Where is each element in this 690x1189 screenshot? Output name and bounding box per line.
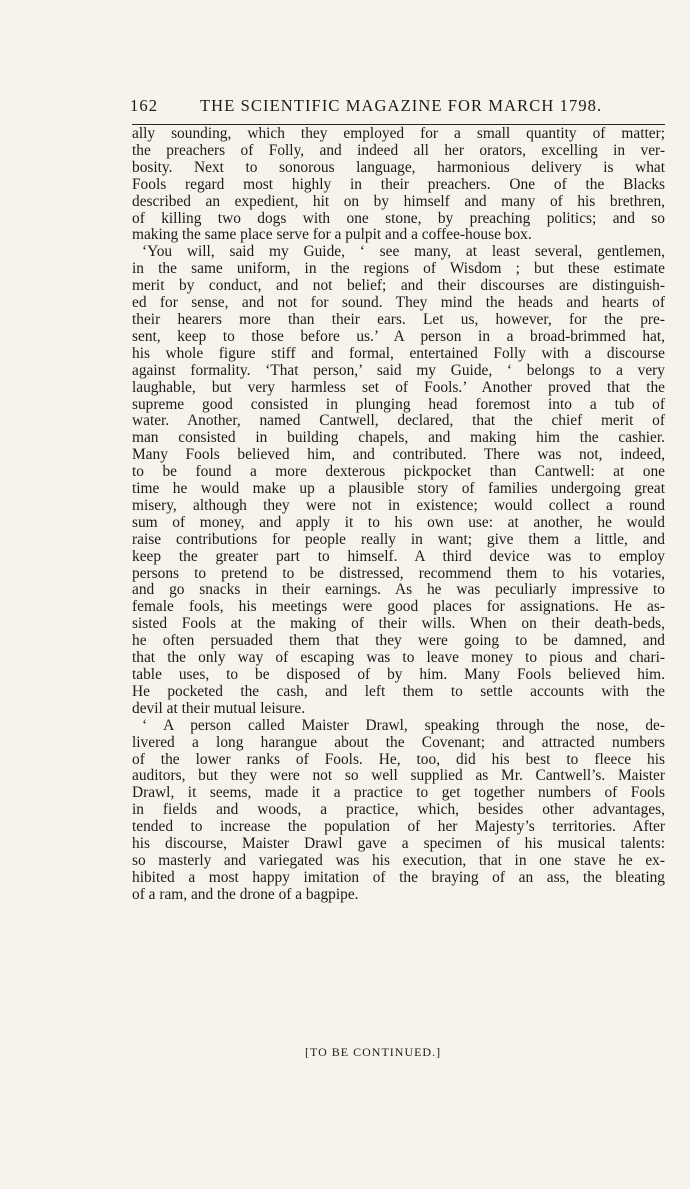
page-number: 162	[130, 96, 159, 115]
header-rule	[132, 124, 665, 125]
text-line: livered a long harangue about the Covenant; and attracted numbers	[132, 734, 665, 751]
text-line: sent, keep to those before us.’ A person in a broad-brimmed hat,	[132, 328, 665, 345]
text-line: the preachers of Folly, and indeed all her orators, excelling in ver-	[132, 142, 665, 159]
text-line: so masterly and variegated was his execution, that in one stave he ex-	[132, 852, 665, 869]
page-header	[130, 96, 665, 120]
text-line: bosity. Next to sonorous language, harmonious delivery is what	[132, 159, 665, 176]
text-line: keep the greater part to himself. A third device was to employ	[132, 548, 665, 565]
text-line: merit by conduct, and not belief; and their discourses are distinguish-	[132, 278, 665, 295]
continued-note: [TO BE CONTINUED.]	[305, 1045, 442, 1059]
text-line: that the only way of escaping was to leave money to pious and chari-	[132, 650, 665, 667]
text-line: He pocketed the cash, and left them to settle accounts with the	[132, 683, 665, 700]
text-line: his whole figure stiff and formal, entertained Folly with a discourse	[132, 345, 665, 362]
text-line: raise contributions for people really in want; give them a little, and	[132, 531, 665, 548]
text-line: hibited a most happy imitation of the braying of an ass, the bleating	[132, 869, 665, 886]
text-line: time he would make up a plausible story of families undergoing great	[132, 481, 665, 498]
text-line: water. Another, named Cantwell, declared, that the chief merit of	[132, 413, 665, 430]
text-line: and go snacks in their earnings. As he was peculiarly impressive to	[132, 582, 665, 599]
text-line: laughable, but very harmless set of Fools.’ Another proved that the	[132, 379, 665, 396]
text-line: persons to pretend to be distressed, recommend them to his votaries,	[132, 565, 665, 582]
text-line: ‘You will, said my Guide, ‘ see many, at least several, gentlemen,	[142, 244, 665, 261]
text-line: supreme good consisted in plunging head foremost into a tub of	[132, 396, 665, 413]
text-line: Many Fools believed him, and contributed. There was not, indeed,	[132, 447, 665, 464]
text-line: auditors, but they were not so well supplied as Mr. Cantwell’s. Maister	[132, 768, 665, 785]
text-line: ed for sense, and not for sound. They mind the heads and hearts of	[132, 295, 665, 312]
text-line: to be found a more dexterous pickpocket than Cantwell: at one	[132, 464, 665, 481]
text-line: making the same place serve for a pulpit and a coffee-house box.	[132, 227, 532, 244]
text-line: of killing two dogs with one stone, by preaching politics; and so	[132, 210, 665, 227]
text-line: of the lower ranks of Fools. He, too, did his best to fleece his	[132, 751, 665, 768]
text-line: his discourse, Maister Drawl gave a specimen of his musical talents:	[132, 836, 665, 853]
running-title: THE SCIENTIFIC MAGAZINE FOR MARCH 1798.	[200, 96, 603, 115]
article-body	[132, 126, 665, 904]
text-line: in the same uniform, in the regions of Wisdom ; but these estimate	[132, 261, 665, 278]
text-line: devil at their mutual leisure.	[132, 700, 306, 717]
text-line: described an expedient, hit on by himself and many of his brethren,	[132, 193, 665, 210]
text-line: tended to increase the population of her Majesty’s territories. After	[132, 819, 665, 836]
text-line: misery, although they were not in existence; would collect a round	[132, 497, 665, 514]
text-line: of a ram, and the drone of a bagpipe.	[132, 886, 359, 903]
text-line: sum of money, and apply it to his own use: at another, he would	[132, 514, 665, 531]
text-line: man consisted in building chapels, and making him the cashier.	[132, 430, 665, 447]
text-line: ally sounding, which they employed for a small quantity of matter;	[132, 126, 665, 142]
text-line: Fools regard most highly in their preachers. One of the Blacks	[132, 176, 665, 193]
text-line: against formality. ‘That person,’ said my Guide, ‘ belongs to a very	[132, 362, 665, 379]
text-line: Drawl, it seems, made it a practice to get together numbers of Fools	[132, 785, 665, 802]
text-line: table uses, to be disposed of by him. Many Fools believed him.	[132, 667, 665, 683]
text-line: he often persuaded them that they were going to be damned, and	[132, 633, 665, 650]
text-line: female fools, his meetings were good places for assignations. He as-	[132, 599, 665, 616]
text-line: in fields and woods, a practice, which, besides other advantages,	[132, 802, 665, 819]
text-line: sisted Fools at the making of their wills. When on their death-beds,	[132, 616, 665, 633]
text-line: ‘ A person called Maister Drawl, speaking through the nose, de-	[142, 717, 665, 734]
text-line: their hearers more than their ears. Let us, however, for the pre-	[132, 311, 665, 328]
